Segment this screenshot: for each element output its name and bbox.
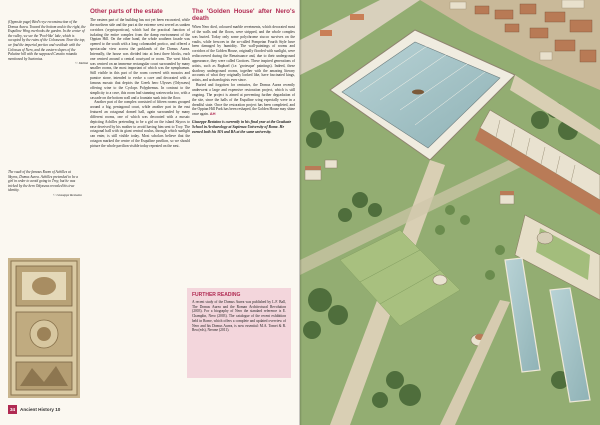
author-bio: Giuseppe Restaino is currently in his final year at the Graduate School in Archaeology at Sapienza University of Rome. He earned both his MA and BA at the same university.	[192, 120, 292, 134]
vault-photo	[8, 258, 80, 398]
section-heading: Other parts of the estate	[90, 8, 163, 15]
article-column-1	[90, 8, 190, 149]
paragraph: Buried and forgotten for centuries, the Domus Aurea recently underwent a large and expensive restoration project, which is still ongoing. The project is aimed at preventing further degradation of the site, since the halls of the Esquiline wing especially were in a dreadful state. Once the restoration project has been completed, and the Oppian Hill Park has been reshaped, the Golden House may shine once again. AH	[192, 83, 295, 117]
reconstruction-illustration	[300, 0, 600, 425]
section-heading: The 'Golden House' after Nero's death	[192, 8, 295, 22]
caption-credit: © Inklink	[75, 61, 88, 66]
caption-reconstruction: (Opposite page) Bird's-eye reconstruction of the Domus Aurea. Toward the bottom and to the right, the Esquiline Wing overlooks the garden. In the center of the valley, we see the 'Pool-like' lake, which is occupied by the ruins of the Colosseum. Near the top, we find the imperial portico and vestibule with the Colossus of Nero, and the eastern slopes of the Palatine hill with the supposed Cenatio rotunda mentioned by Suetonius. © Inklink	[8, 20, 88, 66]
page-number: 34	[9, 406, 16, 412]
vault-photo-image	[8, 258, 80, 398]
caption-credit: © Giuseppe Restaino	[53, 192, 82, 197]
paragraph: When Nero died, coloured marble revetments, which decorated most of the walls and the floors, were stripped, and the whole complex was buried. Today only some polychrome stucco survives on the vaults, while frescoes in the so-called Pompeian Fourth Style have been damaged by humidity. The wall-paintings of rooms and corridors of the Golden House, originally flooded with sunlight, were rediscovered during the Renaissance and, due to their underground appearance, they were called Grottoes. These inspired generations of artists, such as Raphael (i.e. 'grotesque' paintings). Indeed, these shadowy underground rooms, together with the amazing literary accounts of what they originally looked like, have fascinated kings, artists, and archaeologists ever since.	[192, 25, 295, 83]
paragraph: Another part of the complex consisted of fifteen rooms grouped around a big, pentagonal court, while another part in the east featured an octagonal domed hall, again surrounded by many different rooms, one of which was decorated with a mosaic depicting Achilles pretending to be a girl on the island Skyros to ease deceived by his mother to avoid having him sent to Troy. The octagonal hall with its giant central oculus, through which sunlight can enter, is still visible today. Most scholars believe that the octagon marked the centre of the Esquiline pavilion, so we should picture the whole pavilion visible today repeated on the east.	[90, 100, 190, 148]
paragraph: The eastern part of the building has not yet been excavated, while the northern side and the part at the extreme west served as sunken corridors (cryptoporticus), which had the practical function of isolating the entire complex from the damp environment of the Oppian Hill. On the other hand, the whole southern facade was opened to the south with a long colonnaded portico, and offered a spectacular view across the parklands of the Domus Aurea. Internally, the house was divided into at least three blocks, each one centred around a central courtyard or room. The west block was centred on an immense rectangular court surrounded by many smaller rooms, the most important of which was the nymphaeum. Still visible in this part of the room covered with mosaics and pumice stone, intended to evoke a cave and decorated with a famous mosaic that depicts the Greek hero Ulysses (Odysseus) offering wine to the Cyclops Polyphemus. In contrast to the simplicity to a cave, this room had stunning waterworks too, with a cascade on the bottom wall and a fountain sunk into the floor.	[90, 18, 190, 100]
end-mark: AH	[209, 111, 216, 117]
further-reading-box	[187, 288, 291, 378]
page-footer	[8, 404, 60, 414]
further-reading-heading: FURTHER READING	[192, 292, 241, 298]
right-page-illustration	[300, 0, 600, 425]
article-column-2	[192, 8, 295, 135]
magazine-title: Ancient History 10	[20, 406, 61, 412]
page-fold	[299, 0, 302, 425]
further-reading-text: A recent study of the Domus Aurea was published by L.F. Ball, The Domus Aurea and the Roman Architectural Revolution (2003). For a biography of Nero the standard reference is E. Champlin, Nero (2003). The catalogue of the recent exhibition held in Rome, which offers a complete and updated overview of Nero and his Domus Aurea, is now essential: M.A. Tomei & R. Rea (eds), Nerone (2011).	[192, 300, 286, 333]
caption-vault: The vault of the famous Room of Achilles at Skyros, Domus Aurea. Achilles pretended to be a girl in order to avoid going to Troy, but he was tricked by the hero Odysseus revealed his true identity. © Giuseppe Restaino	[8, 170, 82, 197]
